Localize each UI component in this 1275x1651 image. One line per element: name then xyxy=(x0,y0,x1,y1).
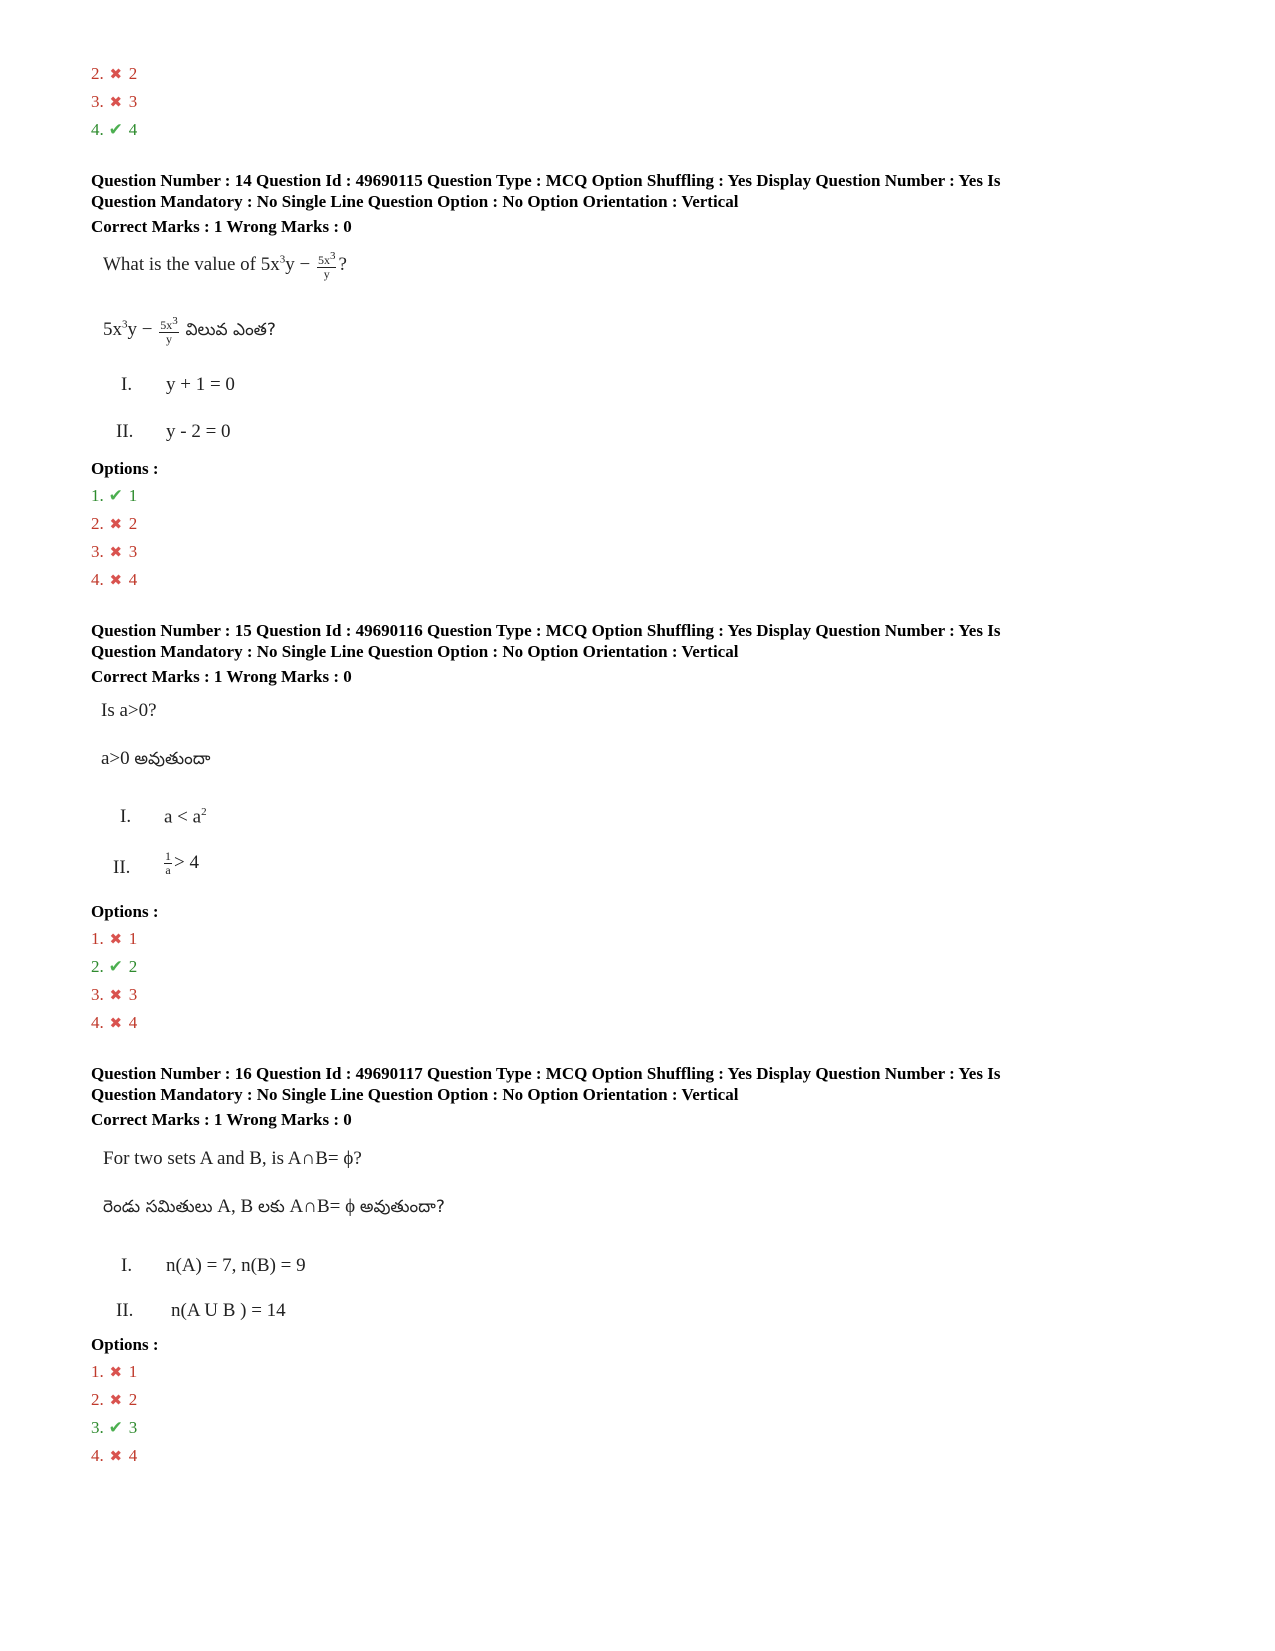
option-number: 3. xyxy=(91,985,104,1004)
option-value: 4 xyxy=(128,1446,138,1465)
cross-icon: ✖ xyxy=(109,988,123,1004)
option-number: 2. xyxy=(91,957,104,976)
option-number: 1. xyxy=(91,1362,104,1381)
option-item xyxy=(91,482,137,510)
check-icon: ✔ xyxy=(108,486,123,505)
option-item xyxy=(91,60,137,88)
q14-statement-1: y + 1 = 0 xyxy=(166,374,235,395)
option-number: 1. xyxy=(91,929,104,948)
q15-telugu-text: a>0 అవుతుందా xyxy=(101,748,211,769)
option-number: 4. xyxy=(91,1013,104,1032)
check-icon: ✔ xyxy=(108,120,123,139)
q14-statement-2: y - 2 = 0 xyxy=(166,421,231,442)
option-value: 4 xyxy=(128,1013,138,1032)
option-item xyxy=(91,953,137,981)
cross-icon: ✖ xyxy=(109,67,123,83)
q15-options-label: Options : xyxy=(91,902,159,921)
q14-meta xyxy=(91,170,1191,237)
option-item xyxy=(91,538,137,566)
q15-english-text: Is a>0? xyxy=(101,700,157,721)
q15-statement-2-label: II. xyxy=(113,857,131,878)
option-number: 2. xyxy=(91,64,104,83)
q15-options xyxy=(91,925,137,1037)
option-number: 2. xyxy=(91,1390,104,1409)
option-item xyxy=(91,1009,137,1037)
option-number: 1. xyxy=(91,486,104,505)
option-item xyxy=(91,1414,137,1442)
q14-options xyxy=(91,482,137,594)
cross-icon: ✖ xyxy=(109,932,123,948)
q15-statement-1-label: I. xyxy=(120,806,132,827)
cross-icon: ✖ xyxy=(109,545,123,561)
check-icon: ✔ xyxy=(108,1418,123,1437)
option-value: 3 xyxy=(128,92,138,111)
q16-statement-1-label: I. xyxy=(121,1255,133,1276)
q14-options-label: Options : xyxy=(91,459,159,478)
option-value: 1 xyxy=(128,486,138,505)
option-item xyxy=(91,88,137,116)
q14-meta-line1: Question Number : 14 Question Id : 49690115 Question Type : MCQ Option Shuffling : Yes Display Question Number : Yes Is xyxy=(91,171,1001,190)
q14-marks: Correct Marks : 1 Wrong Marks : 0 xyxy=(91,217,352,236)
option-item xyxy=(91,1442,137,1470)
q14-statement-1-label: I. xyxy=(121,374,133,395)
q16-marks: Correct Marks : 1 Wrong Marks : 0 xyxy=(91,1110,352,1129)
cross-icon: ✖ xyxy=(109,1016,123,1032)
q14-fraction: $\frac{5x^3}{y}$ xyxy=(317,250,336,281)
option-number: 3. xyxy=(91,92,104,111)
option-value: 2 xyxy=(128,64,138,83)
option-value: 4 xyxy=(128,120,138,139)
cross-icon: ✖ xyxy=(109,1365,123,1381)
option-number: 3. xyxy=(91,1418,104,1437)
q16-meta-line1: Question Number : 16 Question Id : 49690117 Question Type : MCQ Option Shuffling : Yes Display Question Number : Yes Is xyxy=(91,1064,1001,1083)
q16-options xyxy=(91,1358,137,1470)
option-value: 4 xyxy=(128,570,138,589)
check-icon: ✔ xyxy=(108,957,123,976)
q14-telugu-text: $5x^3y$ − $\frac{5x^3}{y}$ విలువ ఎంత? xyxy=(103,315,276,346)
cross-icon: ✖ xyxy=(109,1449,123,1465)
q16-options-label: Options : xyxy=(91,1335,159,1354)
q15-statement-2: $\frac{1}{a}$ > 4 xyxy=(165,849,199,877)
option-item xyxy=(91,116,137,144)
q15-meta xyxy=(91,620,1191,687)
q15-marks: Correct Marks : 1 Wrong Marks : 0 xyxy=(91,667,352,686)
q15-meta-line2: Question Mandatory : No Single Line Question Option : No Option Orientation : Vertical xyxy=(91,642,739,661)
q16-meta-line2: Question Mandatory : No Single Line Question Option : No Option Orientation : Vertical xyxy=(91,1085,739,1104)
q16-statement-2: n(A U B ) = 14 xyxy=(171,1300,286,1321)
q16-statement-2-label: II. xyxy=(116,1300,134,1321)
option-number: 4. xyxy=(91,1446,104,1465)
option-item xyxy=(91,981,137,1009)
option-number: 3. xyxy=(91,542,104,561)
q16-english-text: For two sets A and B, is A∩B= ϕ? xyxy=(103,1148,362,1169)
q16-statement-1: n(A) = 7, n(B) = 9 xyxy=(166,1255,306,1276)
cross-icon: ✖ xyxy=(109,517,123,533)
q15-statement-1: $a < a^2$ xyxy=(164,806,207,828)
q15-meta-line1: Question Number : 15 Question Id : 49690116 Question Type : MCQ Option Shuffling : Yes Display Question Number : Yes Is xyxy=(91,621,1001,640)
q16-telugu-text: రెండు సమితులు A, B లకు A∩B= ϕ అవుతుందా? xyxy=(103,1196,445,1217)
cross-icon: ✖ xyxy=(109,1393,123,1409)
cross-icon: ✖ xyxy=(109,95,123,111)
option-item xyxy=(91,1386,137,1414)
q14-statement-2-label: II. xyxy=(116,421,134,442)
option-value: 2 xyxy=(128,957,138,976)
option-value: 1 xyxy=(128,929,138,948)
q16-meta xyxy=(91,1063,1191,1130)
option-value: 2 xyxy=(128,1390,138,1409)
option-number: 4. xyxy=(91,570,104,589)
q14-meta-line2: Question Mandatory : No Single Line Question Option : No Option Orientation : Vertical xyxy=(91,192,739,211)
cross-icon: ✖ xyxy=(109,573,123,589)
prev-question-options xyxy=(91,60,137,144)
option-number: 2. xyxy=(91,514,104,533)
option-item xyxy=(91,566,137,594)
option-value: 3 xyxy=(128,1418,138,1437)
option-item xyxy=(91,510,137,538)
option-value: 3 xyxy=(128,542,138,561)
option-number: 4. xyxy=(91,120,104,139)
option-value: 3 xyxy=(128,985,138,1004)
option-item xyxy=(91,925,137,953)
q14-english-text: What is the value of $5x^3y$ − $\frac{5x^3}{y}$ ? xyxy=(103,250,347,281)
option-value: 1 xyxy=(128,1362,138,1381)
option-value: 2 xyxy=(128,514,138,533)
option-item xyxy=(91,1358,137,1386)
